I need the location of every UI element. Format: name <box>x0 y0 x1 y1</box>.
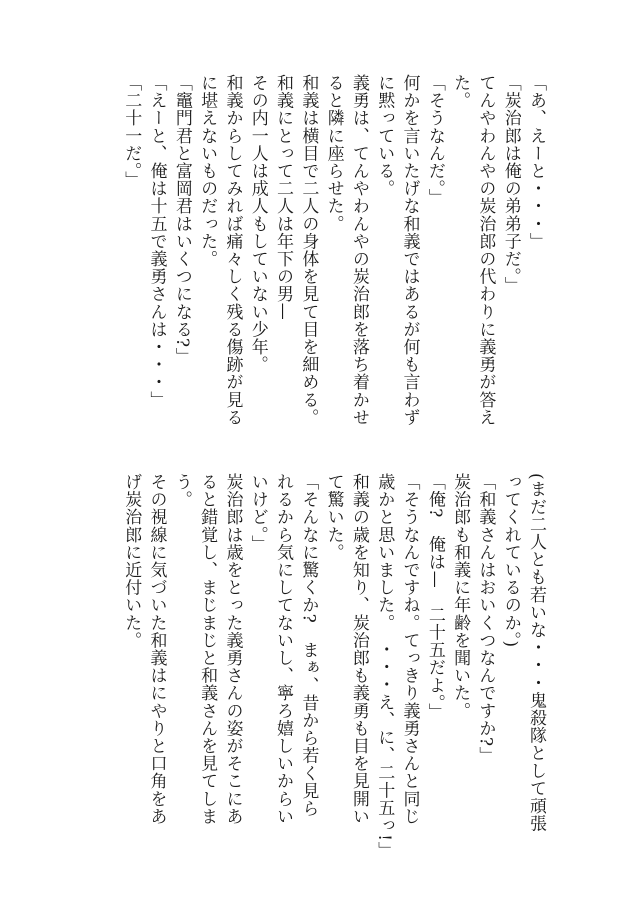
text-line: 「そんなに驚くか? まぁ、昔から若く見ら <box>298 473 319 818</box>
text-line: 「竈門君と富岡君はいくつになる?」 <box>171 74 192 366</box>
text-line: 「あ、えーと・・・」 <box>526 74 546 250</box>
text-line: 「俺? 俺は— 二十五だよ。」 <box>424 473 445 721</box>
text-line: 炭治郎も和義に年齢を聞いた。 <box>450 473 471 720</box>
text-line: 和義にとって二人は年下の男— <box>273 74 294 321</box>
text-line: 和義からしてみれば痛々しく残る傷跡が見る <box>222 74 243 426</box>
text-line: 和義は横目で二人の身体を見て目を細める。 <box>298 74 319 426</box>
text-line: (まだ二人とも若いな・・・鬼殺隊として頑張 <box>526 473 546 833</box>
text-line: 「そうなんだ。」 <box>424 74 445 207</box>
text-line: 炭治郎は歳をとった義勇さんの姿がそこにあ <box>222 473 243 825</box>
text-line: 「和義さんはおいくつなんですか?」 <box>475 473 496 765</box>
text-line: 「そうなんですね。てっきり義勇さんと同じ <box>399 473 420 825</box>
text-line: た。 <box>450 74 471 110</box>
text-line: 和義の歳を知り、炭治郎も義勇も目を見開い <box>348 473 369 825</box>
text-line: 「えーと、俺は十五で義勇さんは・・・」 <box>146 74 167 409</box>
text-line: ってくれているのか。) <box>500 473 521 648</box>
text-line: てんやわんやの炭治郎の代わりに義勇が答え <box>475 74 496 426</box>
text-line: その視線に気づいた和義はにやりと口角をあ <box>146 473 167 825</box>
text-line: ると隣に座らせた。 <box>323 74 344 233</box>
text-line: ると錯覚し、まじまじと和義さんを見てしま <box>197 473 218 825</box>
text-line: 「炭治郎は俺の弟弟子だ。」 <box>500 74 521 295</box>
text-line: に堪えないものだった。 <box>197 74 218 268</box>
text-line: 何かを言いたげな和義ではあるが何も言わず <box>399 74 420 426</box>
text-line: 「二十一だ。」 <box>121 74 142 189</box>
text-line: げ炭治郎に近付いた。 <box>121 473 142 649</box>
text-line: 歳かと思いました。 ・・・え、に、二十五っ!」 <box>374 473 395 860</box>
text-line: れるから気にしてないし、寧ろ嬉しいからい <box>273 473 294 825</box>
text-line: う。 <box>171 473 192 509</box>
text-line: に黙っている。 <box>374 74 395 198</box>
text-line: 義勇は、てんやわんやの炭治郎を落ち着かせ <box>348 74 369 426</box>
text-line: その内一人は成人もしていない少年。 <box>247 74 268 374</box>
upper-text-block <box>118 74 548 474</box>
lower-text-block <box>118 473 548 860</box>
text-line: いけど。」 <box>247 473 268 553</box>
text-line: て驚いた。 <box>323 473 344 561</box>
